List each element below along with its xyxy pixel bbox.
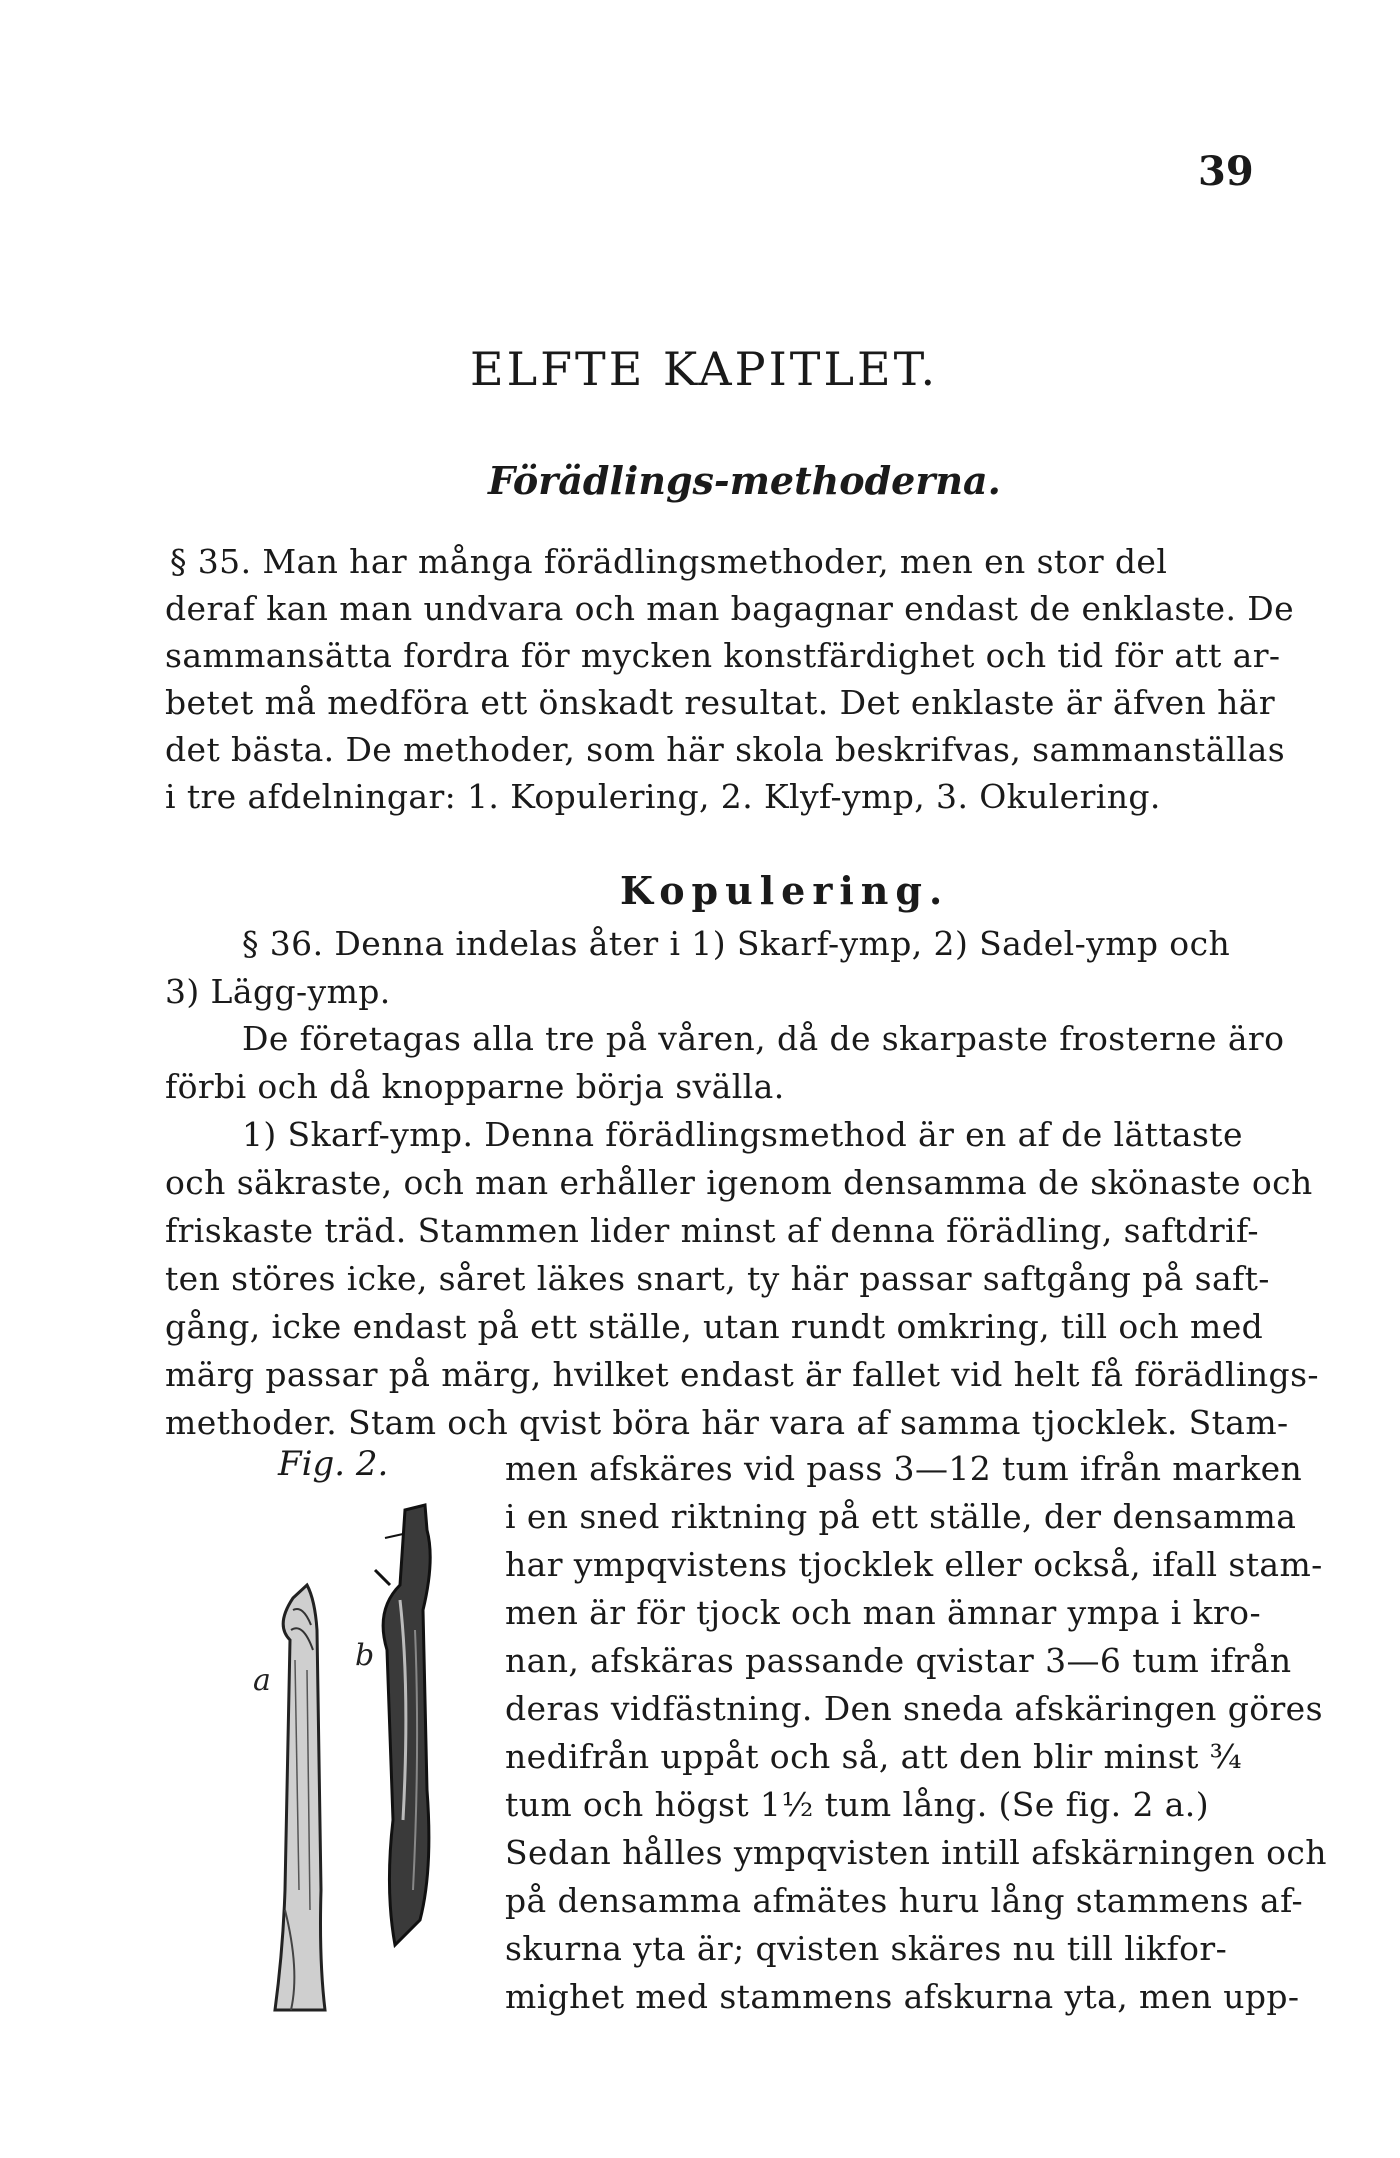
text-line: nedifrån uppåt och så, att den blir minst ¾ — [505, 1737, 1243, 1776]
text-line: men afskäres vid pass 3—12 tum ifrån marken — [505, 1449, 1303, 1488]
subsection-title: Kopulering. — [620, 868, 950, 913]
text-line: gång, icke endast på ett ställe, utan rundt omkring, till och med — [165, 1307, 1264, 1346]
text-line: betet må medföra ett önskadt resultat. Det enklaste är äfven här — [165, 683, 1275, 722]
text-line: De företagas alla tre på våren, då de skarpaste frosterne äro — [242, 1019, 1285, 1058]
text-line: 1) Skarf-ymp. Denna förädlingsmethod är en af de lättaste — [242, 1115, 1243, 1154]
text-line: i tre afdelningar: 1. Kopulering, 2. Klyf-ymp, 3. Okulering. — [165, 777, 1161, 816]
text-line: på densamma afmätes huru lång stammens af- — [505, 1881, 1304, 1920]
text-line: friskaste träd. Stammen lider minst af denna förädling, saftdrif- — [165, 1211, 1259, 1250]
text-line: men är för tjock och man ämnar ympa i kro- — [505, 1593, 1261, 1632]
text-line: § 36. Denna indelas åter i 1) Skarf-ymp, 2) Sadel-ymp och — [242, 924, 1231, 963]
text-line: deraf kan man undvara och man bagagnar endast de enklaste. De — [165, 589, 1295, 628]
text-line: deras vidfästning. Den sneda afskäringen göres — [505, 1689, 1323, 1728]
figure-label: Fig. 2. — [278, 1444, 389, 1484]
graft-illustration — [255, 1490, 495, 2070]
figure-illustration — [255, 1490, 495, 2070]
section-title: Förädlings-methoderna. — [488, 458, 1001, 503]
text-line: och säkraste, och man erhåller igenom densamma de skönaste och — [165, 1163, 1313, 1202]
text-line: det bästa. De methoder, som här skola beskrifvas, sammanställas — [165, 730, 1286, 769]
text-line: har ympqvistens tjocklek eller också, ifall stam- — [505, 1545, 1323, 1584]
page-number: 39 — [1198, 148, 1254, 195]
text-line: i en sned riktning på ett ställe, der densamma — [505, 1497, 1297, 1536]
text-line: Sedan hålles ympqvisten intill afskärningen och — [505, 1833, 1327, 1872]
text-line: sammansätta fordra för mycken konstfärdighet och tid för att ar- — [165, 636, 1281, 675]
figure-letter-b: b — [355, 1638, 375, 1673]
text-line: tum och högst 1½ tum lång. (Se fig. 2 a.) — [505, 1785, 1209, 1824]
scion-b-drawing — [375, 1505, 430, 1945]
text-line: märg passar på märg, hvilket endast är fallet vid helt få förädlings- — [165, 1355, 1319, 1394]
text-line: förbi och då knopparne börja svälla. — [165, 1067, 785, 1106]
text-line: mighet med stammens afskurna yta, men upp- — [505, 1977, 1300, 2016]
text-line: ten störes icke, såret läkes snart, ty här passar saftgång på saft- — [165, 1259, 1270, 1298]
text-line: skurna yta är; qvisten skäres nu till likfor- — [505, 1929, 1228, 1968]
figure-letter-a: a — [253, 1663, 271, 1698]
text-line: § 35. Man har många förädlingsmethoder, men en stor del — [170, 542, 1168, 581]
stem-a-drawing — [275, 1585, 325, 2010]
text-line: 3) Lägg-ymp. — [165, 972, 391, 1011]
text-line: methoder. Stam och qvist böra här vara af samma tjocklek. Stam- — [165, 1403, 1289, 1442]
text-line: nan, afskäras passande qvistar 3—6 tum ifrån — [505, 1641, 1292, 1680]
chapter-title: ELFTE KAPITLET. — [470, 342, 939, 396]
